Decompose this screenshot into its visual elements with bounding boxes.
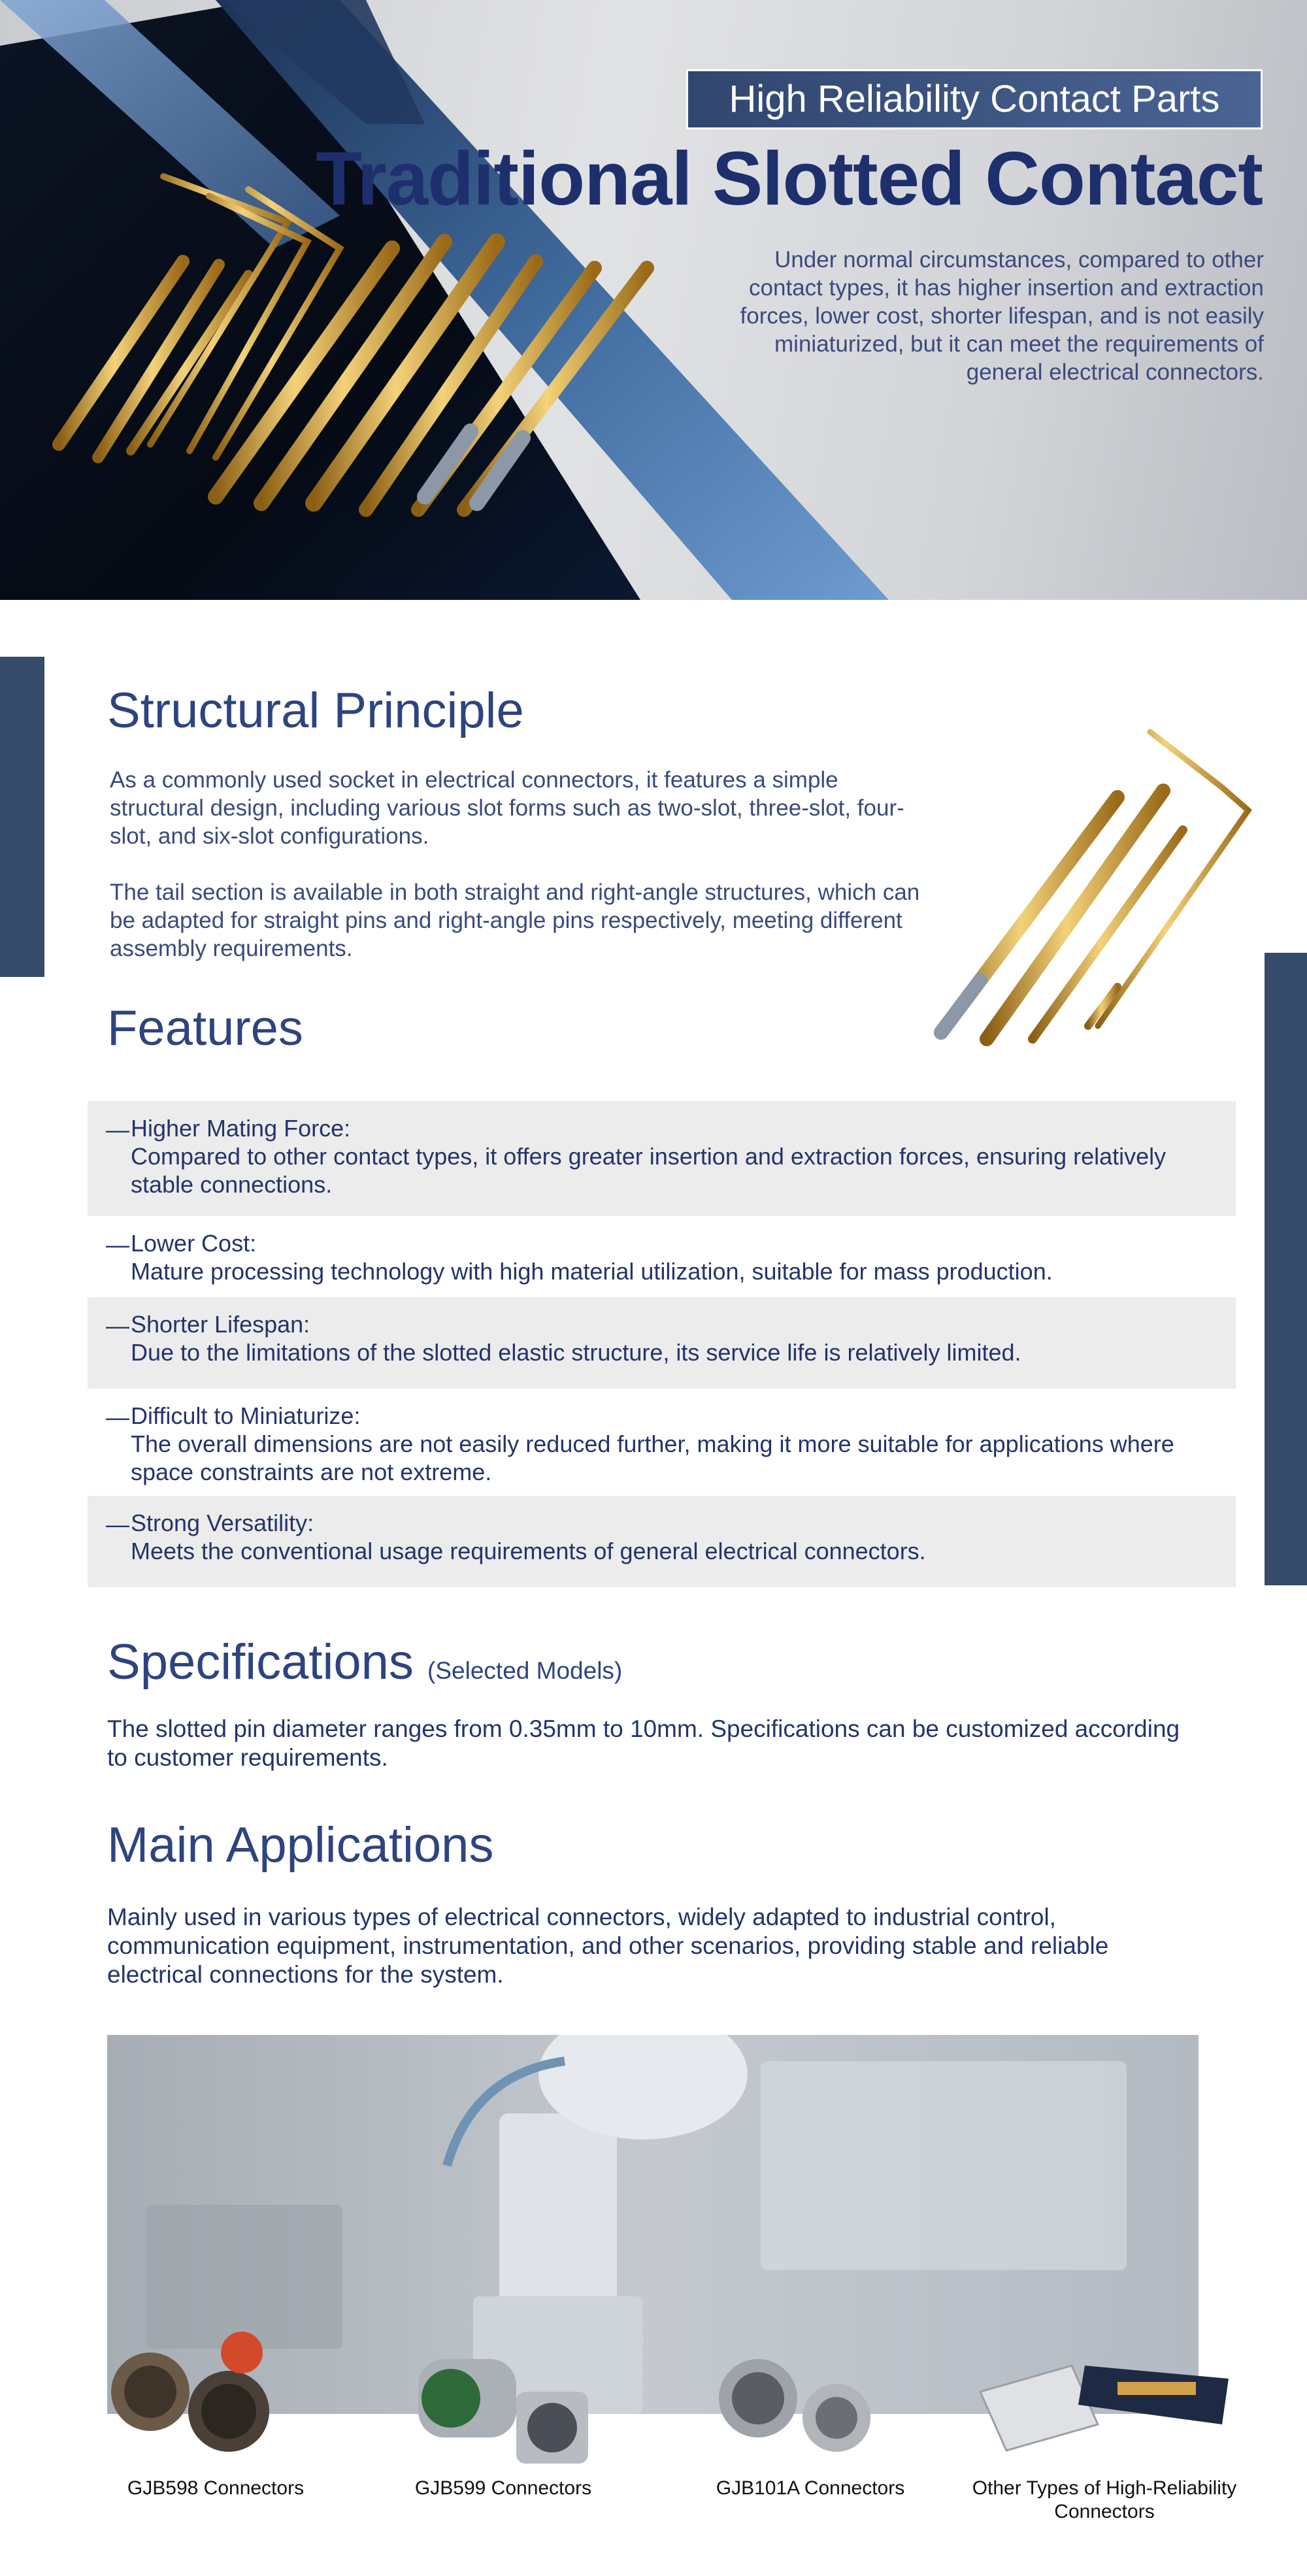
feature-description: Mature processing technology with high material utilization, suitable for mass production.	[131, 1258, 1053, 1285]
specifications-subheading: (Selected Models)	[427, 1657, 623, 1684]
specifications-text: The slotted pin diameter ranges from 0.35mm to 10mm. Specifications can be customized according to customer requirements.	[107, 1715, 1180, 1771]
high-reliability-label: Other Types of High-Reliability Connectors	[972, 2477, 1237, 2522]
hero-badge: High Reliability Contact Parts	[686, 69, 1263, 129]
feature-dash: —	[106, 1231, 129, 1258]
high-reliability-connector-image	[974, 2353, 1235, 2464]
specifications-heading	[107, 1634, 622, 1691]
feature-description: Due to the limitations of the slotted elastic structure, its service life is relatively limited.	[131, 1339, 1021, 1366]
contact-pins-illustration	[921, 719, 1274, 1059]
gjb599-label: GJB599 Connectors	[414, 2477, 592, 2499]
gjb101a-connector-image	[706, 2339, 902, 2464]
feature-dash: —	[106, 1404, 129, 1430]
hero-banner	[0, 0, 1307, 600]
gjb598-label: GJB598 Connectors	[127, 2477, 305, 2499]
feature-title: Difficult to Miniaturize:	[131, 1402, 361, 1429]
feature-title: Lower Cost:	[131, 1230, 257, 1257]
feature-description: The overall dimensions are not easily reduced further, making it more suitable for applications where space constraints are not extreme.	[131, 1430, 1174, 1485]
gjb599-connector-image	[405, 2339, 601, 2464]
structural-paragraph-1: As a commonly used socket in electrical connectors, it features a simple structural design, including various slot forms such as two-slot, three-slot, four-slot, and six-slot configurations.	[110, 767, 904, 849]
feature-dash: —	[106, 1116, 129, 1143]
feature-item	[88, 1216, 1236, 1297]
gjb598-connector-image	[105, 2326, 288, 2457]
hero-title: Traditional Slotted Contact	[316, 136, 1263, 221]
feature-description: Compared to other contact types, it offers greater insertion and extraction forces, ensuring relatively stable connections.	[131, 1143, 1166, 1198]
applications-text: Mainly used in various types of electrical connectors, widely adapted to industrial control, communication equipment, instrumentation, and other scenarios, providing stable and reliable electrical connections for the system.	[107, 1904, 1109, 1988]
structural-heading: Structural Principle	[107, 683, 524, 738]
structural-paragraph-2: The tail section is available in both straight and right-angle structures, which can be adapted for straight pins and right-angle pins respectively, meeting different assembly requirements.	[110, 880, 920, 961]
applications-heading: Main Applications	[107, 1817, 494, 1873]
feature-item	[88, 1101, 1236, 1216]
feature-title: Shorter Lifespan:	[131, 1311, 310, 1338]
feature-dash: —	[106, 1312, 129, 1339]
feature-description: Meets the conventional usage requirements of general electrical connectors.	[131, 1538, 926, 1564]
feature-title: Higher Mating Force:	[131, 1115, 351, 1142]
gjb101a-label: GJB101A Connectors	[716, 2477, 905, 2499]
feature-item	[88, 1297, 1236, 1389]
specifications-title: Specifications	[107, 1634, 414, 1690]
feature-item	[88, 1389, 1236, 1496]
feature-title: Strong Versatility:	[131, 1510, 314, 1536]
left-accent-bar	[0, 657, 44, 977]
feature-dash: —	[106, 1511, 129, 1538]
feature-item	[88, 1496, 1236, 1587]
features-heading: Features	[107, 1000, 303, 1056]
hero-description: Under normal circumstances, compared to other contact types, it has higher insertion and extraction forces, lower cost, shorter lifespan, and is not easily miniaturized, but it can meet the requirements of general electrical connectors.	[740, 247, 1264, 385]
